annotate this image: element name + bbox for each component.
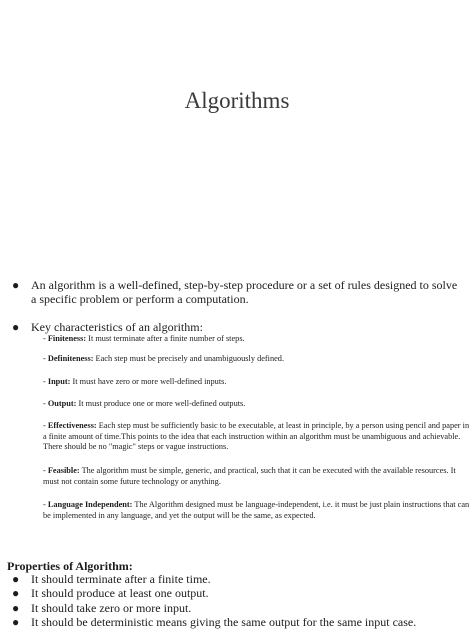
property-text: It should be deterministic means giving the same output for the same input case. bbox=[31, 615, 417, 630]
characteristic-language-independent: - Language Independent: The Algorithm designed must be language-independent, i.e. it must be just plain instructions that can be implemented in any language, and yet the output will be the same, as expected. bbox=[43, 500, 470, 520]
characteristic-output: - Output: It must produce one or more well-defined outputs. bbox=[43, 399, 246, 408]
intro-paragraph bbox=[12, 278, 464, 306]
list-item bbox=[12, 586, 467, 600]
list-item bbox=[12, 601, 467, 615]
characteristic-feasible: - Feasible: The algorithm must be simple, generic, and practical, such that it can be executed with the available resources. It must not contain some future technology or anything. bbox=[43, 466, 456, 486]
bullet-icon: ● bbox=[12, 278, 20, 292]
properties-title: Properties of Algorithm: bbox=[7, 559, 133, 573]
list-item bbox=[12, 615, 467, 629]
list-item bbox=[12, 572, 467, 586]
characteristic-input: - Input: It must have zero or more well-defined inputs. bbox=[43, 377, 227, 386]
characteristics-section bbox=[12, 320, 464, 334]
properties-list bbox=[12, 572, 467, 630]
characteristic-finiteness: - Finiteness: It must terminate after a finite number of steps. bbox=[43, 334, 245, 343]
bullet-icon: ● bbox=[12, 615, 20, 630]
characteristics-heading: Key characteristics of an algorithm: bbox=[31, 320, 203, 334]
property-text: It should terminate after a finite time. bbox=[31, 572, 211, 586]
bullet-icon: ● bbox=[12, 600, 20, 615]
bullet-icon: ● bbox=[12, 586, 20, 601]
characteristic-effectiveness: - Effectiveness: Each step must be sufficiently basic to be executable, at least in principle, by a person using pencil and paper in a finite amount of time.This points to the idea that each instruction within an algorithm must be unambiguous and achievable. There should be no "magic" steps or vague instructions. bbox=[43, 421, 470, 452]
intro-text: An algorithm is a well-defined, step-by-step procedure or a set of rules designed to solve a specific problem or perform a computation. bbox=[31, 278, 458, 306]
property-text: It should produce at least one output. bbox=[31, 586, 209, 601]
characteristic-definiteness: - Definiteness: Each step must be precisely and unambiguously defined. bbox=[43, 354, 285, 363]
property-text: It should take zero or more input. bbox=[31, 600, 192, 615]
bullet-icon: ● bbox=[12, 320, 20, 334]
bullet-icon: ● bbox=[12, 572, 20, 586]
page-title: Algorithms bbox=[184, 88, 290, 113]
